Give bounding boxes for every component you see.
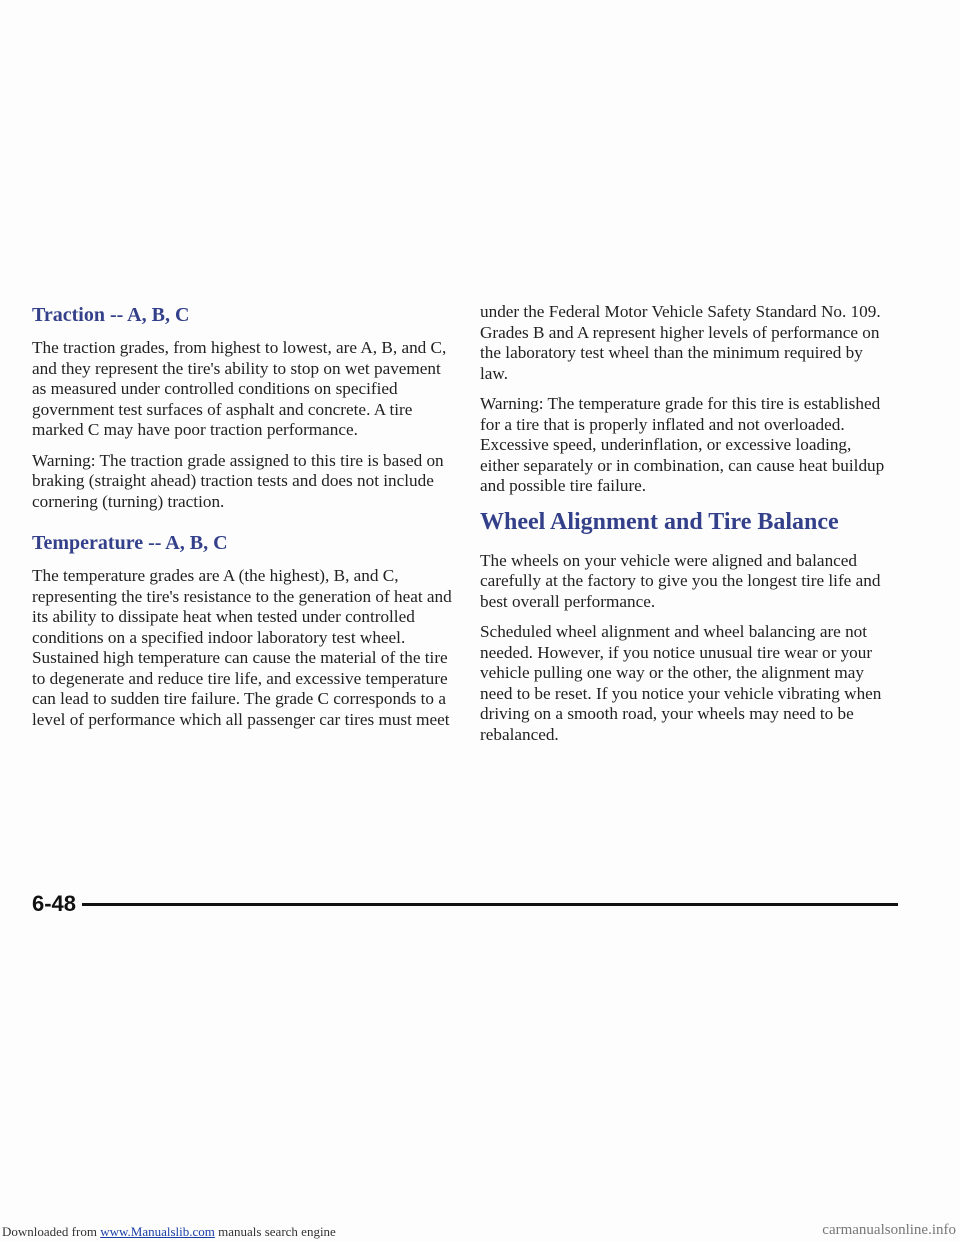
section-heading: Wheel Alignment and Tire Balance (480, 508, 839, 535)
manualslib-link[interactable]: www.Manualslib.com (100, 1224, 215, 1239)
download-prefix: Downloaded from (2, 1224, 101, 1239)
traction-heading: Traction -- A, B, C (32, 304, 190, 326)
page-footer (32, 889, 898, 919)
alignment-paragraph-2: Scheduled wheel alignment and wheel balancing are not needed. However, if you notice unusual tire wear or your vehicle pulling one way or the other, the alignment may need to be reset. If you notice your vehicle vibrating when driving on a smooth road, your wheels may need to be rebalanced. (480, 622, 882, 744)
download-suffix: manuals search engine (214, 1224, 336, 1239)
download-bar (0, 1222, 960, 1242)
continued-paragraph: under the Federal Motor Vehicle Safety Standard No. 109. Grades B and A represent higher levels of performance on the laboratory test wheel than the minimum required by law. (480, 302, 881, 383)
alignment-paragraph-1: The wheels on your vehicle were aligned and balanced carefully at the factory to give you the longest tire life and best overall performance. (480, 550, 881, 611)
right-column (480, 302, 892, 755)
download-source (2, 1224, 336, 1240)
temperature-warning-paragraph: Warning: The temperature grade for this tire is established for a tire that is properly inflated and not overloaded. Excessive speed, underinflation, or excessive loading, either separately or in combination, can cause heat buildup and possible tire failure. (480, 394, 885, 495)
left-column (32, 302, 452, 740)
traction-paragraph-1: The traction grades, from highest to lowest, are A, B, and C, and they represent the tire's ability to stop on wet pavement as measured under controlled conditions on specified government test surfaces of asphalt and concrete. A tire marked C may have poor traction performance. (32, 338, 447, 439)
watermark: carmanualsonline.info (822, 1222, 956, 1238)
temperature-heading: Temperature -- A, B, C (32, 532, 228, 554)
traction-paragraph-2: Warning: The traction grade assigned to this tire is based on braking (straight ahead) traction tests and does not include cornering (turning) traction. (32, 450, 444, 511)
page-number: 6-48 (32, 891, 77, 916)
temperature-paragraph: The temperature grades are A (the highest), B, and C, representing the tire's resistance to the generation of heat and its ability to dissipate heat when tested under controlled conditions on a specified indoor laboratory test wheel. Sustained high temperature can cause the material of the tire to degenerate and reduce tire life, and excessive temperature can lead to sudden tire failure. The grade C corresponds to a level of performance which all passenger car tires must meet (32, 566, 452, 729)
footer-rule (82, 903, 898, 906)
